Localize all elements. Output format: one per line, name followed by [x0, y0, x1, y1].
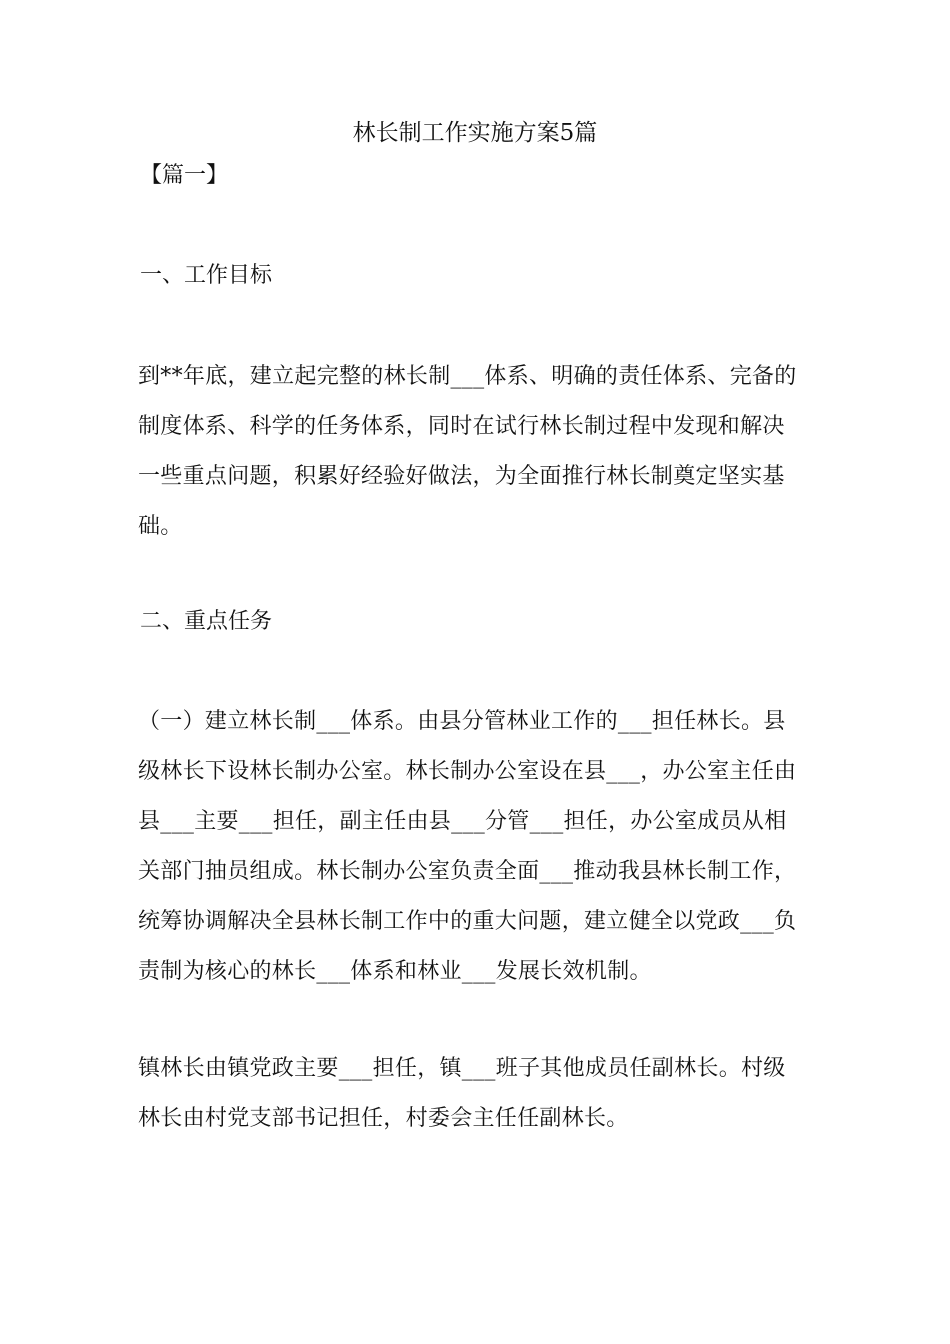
paragraph-line: 级林长下设林长制办公室。林长制办公室设在县___，办公室主任由 [138, 759, 797, 784]
paragraph-line: （一）建立林长制___体系。由县分管林业工作的___担任林长。县 [138, 709, 786, 734]
paragraph-line: 制度体系、科学的任务体系，同时在试行林长制过程中发现和解决 [138, 414, 785, 439]
paragraph-line: 到**年底，建立起完整的林长制___体系、明确的责任体系、完备的 [138, 364, 797, 389]
paragraph-town-village [138, 1044, 803, 1144]
paragraph-line: 镇林长由镇党政主要___担任，镇___班子其他成员任副林长。村级 [138, 1056, 786, 1081]
paragraph-line: 关部门抽员组成。林长制办公室负责全面___推动我县林长制工作， [138, 859, 797, 884]
document-title: 林长制工作实施方案5篇 [352, 120, 598, 146]
paragraph-line: 县___主要___担任，副主任由县___分管___担任，办公室成员从相 [138, 809, 787, 834]
paragraph-line: 统筹协调解决全县林长制工作中的重大问题，建立健全以党政___负 [138, 909, 797, 934]
paragraph-line: 林长由村党支部书记担任，村委会主任任副林长。 [138, 1106, 629, 1131]
heading-work-goals: 一、工作目标 [140, 263, 273, 288]
heading-key-tasks: 二、重点任务 [140, 609, 273, 634]
paragraph-line: 础。 [138, 514, 183, 539]
section-tag: 【篇一】 [140, 163, 229, 188]
paragraph-tasks [138, 697, 803, 997]
paragraph-goals [138, 352, 803, 552]
paragraph-line: 责制为核心的林长___体系和林业___发展长效机制。 [138, 959, 652, 984]
paragraph-line: 一些重点问题，积累好经验好做法，为全面推行林长制奠定坚实基 [138, 464, 785, 489]
